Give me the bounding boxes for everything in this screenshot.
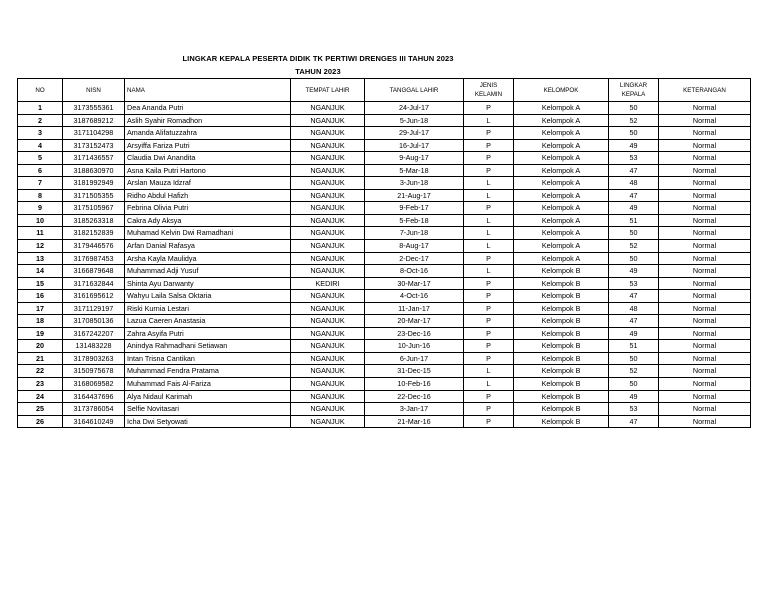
cell-nisn: 3188630970 [63,164,125,177]
cell-nama: Cakra Ady Aksya [125,214,291,227]
table-row [18,177,751,190]
cell-no: 24 [18,390,63,403]
cell-jenis-kelamin: P [464,327,514,340]
cell-nama: Zahra Asyifa Putri [125,327,291,340]
cell-tempat-lahir: NGANJUK [291,365,365,378]
table-row [18,277,751,290]
cell-jenis-kelamin: L [464,378,514,391]
header-nisn: NISN [63,79,125,102]
table-row [18,127,751,140]
cell-tanggal-lahir: 2-Dec-17 [365,252,464,265]
cell-no: 17 [18,302,63,315]
cell-nama: Muhamad Kelvin Dwi Ramadhani [125,227,291,240]
cell-keterangan: Normal [659,352,751,365]
cell-jenis-kelamin: P [464,164,514,177]
cell-tanggal-lahir: 22-Dec-16 [365,390,464,403]
cell-lingkar-kepala: 51 [609,340,659,353]
cell-jenis-kelamin: P [464,290,514,303]
cell-no: 3 [18,127,63,140]
cell-keterangan: Normal [659,390,751,403]
cell-tanggal-lahir: 29-Jul-17 [365,127,464,140]
table-row [18,152,751,165]
cell-tanggal-lahir: 3-Jun-18 [365,177,464,190]
cell-tanggal-lahir: 5-Mar-18 [365,164,464,177]
cell-no: 9 [18,202,63,215]
cell-nama: Aslih Syahir Romadhon [125,114,291,127]
cell-tempat-lahir: NGANJUK [291,390,365,403]
table-row [18,340,751,353]
cell-keterangan: Normal [659,227,751,240]
table-body [18,102,751,428]
header-lingkar-kepala-line2: KEPALA [621,91,646,98]
cell-lingkar-kepala: 47 [609,290,659,303]
cell-keterangan: Normal [659,327,751,340]
header-tempat-lahir: TEMPAT LAHIR [291,79,365,102]
cell-lingkar-kepala: 48 [609,302,659,315]
cell-no: 2 [18,114,63,127]
cell-lingkar-kepala: 47 [609,415,659,428]
cell-no: 1 [18,102,63,115]
cell-kelompok: Kelompok A [514,189,609,202]
cell-tempat-lahir: NGANJUK [291,139,365,152]
cell-no: 19 [18,327,63,340]
cell-kelompok: Kelompok A [514,127,609,140]
cell-jenis-kelamin: L [464,227,514,240]
cell-no: 23 [18,378,63,391]
cell-keterangan: Normal [659,202,751,215]
cell-lingkar-kepala: 49 [609,139,659,152]
header-no: NO [18,79,63,102]
cell-jenis-kelamin: P [464,127,514,140]
cell-no: 22 [18,365,63,378]
cell-jenis-kelamin: P [464,152,514,165]
cell-nisn: 3173152473 [63,139,125,152]
cell-nisn: 3171632844 [63,277,125,290]
cell-lingkar-kepala: 47 [609,189,659,202]
cell-tempat-lahir: NGANJUK [291,127,365,140]
cell-lingkar-kepala: 47 [609,315,659,328]
cell-tanggal-lahir: 21-Mar-16 [365,415,464,428]
header-jenis-kelamin-line2: KELAMIN [474,91,503,98]
cell-kelompok: Kelompok A [514,152,609,165]
cell-nisn: 3171129197 [63,302,125,315]
cell-kelompok: Kelompok B [514,415,609,428]
cell-tanggal-lahir: 30-Mar-17 [365,277,464,290]
table-row [18,390,751,403]
cell-no: 11 [18,227,63,240]
cell-jenis-kelamin: L [464,189,514,202]
cell-tanggal-lahir: 11-Jan-17 [365,302,464,315]
cell-nisn: 3175105967 [63,202,125,215]
cell-keterangan: Normal [659,378,751,391]
cell-no: 8 [18,189,63,202]
cell-nisn: 3173786054 [63,403,125,416]
cell-kelompok: Kelompok B [514,340,609,353]
cell-keterangan: Normal [659,240,751,253]
cell-keterangan: Normal [659,315,751,328]
cell-nisn: 3171436557 [63,152,125,165]
table-row [18,164,751,177]
cell-tanggal-lahir: 21-Aug-17 [365,189,464,202]
cell-tanggal-lahir: 3-Jan-17 [365,403,464,416]
cell-lingkar-kepala: 53 [609,403,659,416]
cell-tanggal-lahir: 4-Oct-16 [365,290,464,303]
cell-nisn: 3168069582 [63,378,125,391]
cell-nisn: 3185263318 [63,214,125,227]
cell-lingkar-kepala: 49 [609,390,659,403]
cell-keterangan: Normal [659,164,751,177]
cell-keterangan: Normal [659,214,751,227]
cell-keterangan: Normal [659,189,751,202]
cell-jenis-kelamin: P [464,252,514,265]
cell-jenis-kelamin: L [464,177,514,190]
cell-nama: Claudia Dwi Anandita [125,152,291,165]
cell-tempat-lahir: NGANJUK [291,265,365,278]
table-row [18,315,751,328]
header-keterangan: KETERANGAN [659,79,751,102]
cell-kelompok: Kelompok B [514,277,609,290]
cell-lingkar-kepala: 52 [609,114,659,127]
cell-lingkar-kepala: 53 [609,277,659,290]
cell-lingkar-kepala: 52 [609,365,659,378]
cell-kelompok: Kelompok B [514,265,609,278]
cell-no: 15 [18,277,63,290]
cell-kelompok: Kelompok A [514,202,609,215]
header-tanggal-lahir: TANGGAL LAHIR [365,79,464,102]
cell-tempat-lahir: NGANJUK [291,102,365,115]
cell-keterangan: Normal [659,277,751,290]
table-row [18,202,751,215]
document-subtitle-year: TAHUN 2023 [295,67,341,76]
cell-nama: Arsha Kayla Maulidya [125,252,291,265]
cell-tanggal-lahir: 8-Oct-16 [365,265,464,278]
cell-no: 13 [18,252,63,265]
cell-tempat-lahir: NGANJUK [291,227,365,240]
cell-kelompok: Kelompok B [514,302,609,315]
cell-nama: Muhammad Adji Yusuf [125,265,291,278]
cell-nama: Muhammad Fais Al-Fariza [125,378,291,391]
cell-lingkar-kepala: 50 [609,352,659,365]
cell-tempat-lahir: NGANJUK [291,252,365,265]
cell-nama: Arfan Danial Rafasya [125,240,291,253]
cell-no: 18 [18,315,63,328]
cell-jenis-kelamin: P [464,403,514,416]
cell-tanggal-lahir: 7-Jun-18 [365,227,464,240]
table-header-row [18,79,751,102]
cell-keterangan: Normal [659,302,751,315]
cell-nisn: 3161695612 [63,290,125,303]
cell-nama: Lazua Caeren Anastasia [125,315,291,328]
cell-lingkar-kepala: 50 [609,378,659,391]
cell-kelompok: Kelompok A [514,214,609,227]
cell-lingkar-kepala: 53 [609,152,659,165]
cell-lingkar-kepala: 50 [609,127,659,140]
cell-no: 20 [18,340,63,353]
cell-keterangan: Normal [659,265,751,278]
cell-tanggal-lahir: 5-Jun-18 [365,114,464,127]
cell-tempat-lahir: NGANJUK [291,164,365,177]
cell-nisn: 3164610249 [63,415,125,428]
cell-nama: Intan Trisna Cantikan [125,352,291,365]
table-row [18,415,751,428]
cell-jenis-kelamin: P [464,315,514,328]
cell-nama: Arsyiffa Fariza Putri [125,139,291,152]
cell-jenis-kelamin: L [464,240,514,253]
table-row [18,139,751,152]
table-row [18,252,751,265]
header-jenis-kelamin [464,79,514,102]
cell-no: 25 [18,403,63,416]
cell-keterangan: Normal [659,403,751,416]
cell-tempat-lahir: NGANJUK [291,240,365,253]
cell-nama: Riski Kurnia Lestari [125,302,291,315]
cell-nisn: 3179446576 [63,240,125,253]
cell-keterangan: Normal [659,340,751,353]
document-title: LINGKAR KEPALA PESERTA DIDIK TK PERTIWI DRENGES III TAHUN 2023 [182,54,454,63]
cell-keterangan: Normal [659,365,751,378]
table-row [18,214,751,227]
cell-no: 14 [18,265,63,278]
head-circumference-table [17,78,751,428]
table-row [18,403,751,416]
cell-kelompok: Kelompok B [514,378,609,391]
cell-kelompok: Kelompok A [514,102,609,115]
cell-nama: Shinta Ayu Darwanty [125,277,291,290]
table-row [18,227,751,240]
cell-jenis-kelamin: L [464,114,514,127]
cell-jenis-kelamin: P [464,390,514,403]
cell-nama: Muhammad Fendra Pratama [125,365,291,378]
cell-lingkar-kepala: 50 [609,252,659,265]
cell-tanggal-lahir: 31-Dec-15 [365,365,464,378]
header-kelompok: KELOMPOK [514,79,609,102]
cell-nisn: 131483228 [63,340,125,353]
cell-keterangan: Normal [659,415,751,428]
cell-tanggal-lahir: 10-Feb-16 [365,378,464,391]
cell-jenis-kelamin: P [464,102,514,115]
cell-nama: Febrina Olivia Putri [125,202,291,215]
cell-nama: Alya Nidaul Karimah [125,390,291,403]
table-row [18,102,751,115]
table-row [18,114,751,127]
cell-nama: Ridho Abdul Hafizh [125,189,291,202]
cell-kelompok: Kelompok B [514,315,609,328]
cell-no: 5 [18,152,63,165]
table-row [18,240,751,253]
table-row [18,302,751,315]
cell-nama: Selfie Novitasari [125,403,291,416]
cell-kelompok: Kelompok B [514,290,609,303]
cell-jenis-kelamin: P [464,277,514,290]
cell-no: 16 [18,290,63,303]
cell-tanggal-lahir: 9-Aug-17 [365,152,464,165]
cell-keterangan: Normal [659,177,751,190]
cell-tempat-lahir: NGANJUK [291,302,365,315]
cell-tanggal-lahir: 20-Mar-17 [365,315,464,328]
cell-kelompok: Kelompok A [514,139,609,152]
cell-tanggal-lahir: 5-Feb-18 [365,214,464,227]
cell-keterangan: Normal [659,102,751,115]
cell-jenis-kelamin: P [464,340,514,353]
cell-kelompok: Kelompok A [514,164,609,177]
cell-nisn: 3150975678 [63,365,125,378]
cell-nama: Amanda Alifatuzzahra [125,127,291,140]
cell-tempat-lahir: NGANJUK [291,202,365,215]
cell-kelompok: Kelompok A [514,227,609,240]
cell-nama: Arslan Mauza Idzraf [125,177,291,190]
cell-no: 4 [18,139,63,152]
table-row [18,365,751,378]
cell-jenis-kelamin: L [464,365,514,378]
header-jenis-kelamin-line1: JENIS [479,82,498,89]
cell-lingkar-kepala: 48 [609,177,659,190]
cell-jenis-kelamin: P [464,415,514,428]
cell-tempat-lahir: NGANJUK [291,214,365,227]
table-row [18,189,751,202]
cell-nama: Wahyu Laila Salsa Oktaria [125,290,291,303]
cell-tempat-lahir: NGANJUK [291,152,365,165]
cell-tempat-lahir: NGANJUK [291,189,365,202]
cell-kelompok: Kelompok A [514,177,609,190]
cell-jenis-kelamin: P [464,302,514,315]
cell-no: 7 [18,177,63,190]
cell-nama: Dea Ananda Putri [125,102,291,115]
cell-jenis-kelamin: P [464,202,514,215]
table-row [18,378,751,391]
header-lingkar-kepala-line1: LINGKAR [619,82,648,89]
table-row [18,265,751,278]
cell-lingkar-kepala: 51 [609,214,659,227]
cell-lingkar-kepala: 47 [609,164,659,177]
cell-kelompok: Kelompok B [514,390,609,403]
cell-no: 10 [18,214,63,227]
cell-keterangan: Normal [659,290,751,303]
cell-kelompok: Kelompok B [514,403,609,416]
cell-lingkar-kepala: 50 [609,102,659,115]
cell-keterangan: Normal [659,252,751,265]
cell-tempat-lahir: NGANJUK [291,290,365,303]
cell-nisn: 3178903263 [63,352,125,365]
cell-tempat-lahir: NGANJUK [291,114,365,127]
cell-kelompok: Kelompok B [514,352,609,365]
cell-tempat-lahir: NGANJUK [291,415,365,428]
cell-no: 26 [18,415,63,428]
table-row [18,352,751,365]
cell-nama: Icha Dwi Setyowati [125,415,291,428]
cell-tempat-lahir: NGANJUK [291,327,365,340]
cell-tanggal-lahir: 8-Aug-17 [365,240,464,253]
cell-nisn: 3171505355 [63,189,125,202]
cell-tanggal-lahir: 16-Jul-17 [365,139,464,152]
cell-lingkar-kepala: 50 [609,227,659,240]
cell-nisn: 3181992949 [63,177,125,190]
cell-nisn: 3164437696 [63,390,125,403]
cell-keterangan: Normal [659,114,751,127]
cell-tempat-lahir: NGANJUK [291,340,365,353]
header-lingkar-kepala [609,79,659,102]
cell-tempat-lahir: NGANJUK [291,378,365,391]
cell-no: 12 [18,240,63,253]
table-row [18,290,751,303]
cell-no: 21 [18,352,63,365]
cell-lingkar-kepala: 52 [609,240,659,253]
cell-nisn: 3187689212 [63,114,125,127]
cell-kelompok: Kelompok B [514,365,609,378]
cell-kelompok: Kelompok A [514,240,609,253]
cell-nisn: 3182152839 [63,227,125,240]
header-nama: NAMA [125,79,291,102]
cell-jenis-kelamin: P [464,352,514,365]
cell-nisn: 3176987453 [63,252,125,265]
cell-tempat-lahir: NGANJUK [291,315,365,328]
cell-keterangan: Normal [659,152,751,165]
cell-jenis-kelamin: L [464,214,514,227]
cell-nisn: 3171104298 [63,127,125,140]
cell-tempat-lahir: KEDIRI [291,277,365,290]
cell-lingkar-kepala: 49 [609,327,659,340]
cell-jenis-kelamin: P [464,139,514,152]
cell-nisn: 3167242207 [63,327,125,340]
cell-tanggal-lahir: 23-Dec-16 [365,327,464,340]
cell-nisn: 3173555361 [63,102,125,115]
cell-no: 6 [18,164,63,177]
cell-kelompok: Kelompok B [514,327,609,340]
cell-kelompok: Kelompok A [514,114,609,127]
cell-lingkar-kepala: 49 [609,202,659,215]
cell-keterangan: Normal [659,139,751,152]
cell-tanggal-lahir: 10-Jun-16 [365,340,464,353]
cell-kelompok: Kelompok A [514,252,609,265]
cell-tanggal-lahir: 24-Jul-17 [365,102,464,115]
cell-tanggal-lahir: 9-Feb-17 [365,202,464,215]
cell-jenis-kelamin: L [464,265,514,278]
cell-tempat-lahir: NGANJUK [291,403,365,416]
cell-lingkar-kepala: 49 [609,265,659,278]
cell-nisn: 3166879648 [63,265,125,278]
cell-nisn: 3170850136 [63,315,125,328]
cell-nama: Asna Kaila Putri Hartono [125,164,291,177]
table-row [18,327,751,340]
cell-keterangan: Normal [659,127,751,140]
cell-tempat-lahir: NGANJUK [291,352,365,365]
cell-tempat-lahir: NGANJUK [291,177,365,190]
cell-nama: Anindya Rahmadhani Setiawan [125,340,291,353]
cell-tanggal-lahir: 6-Jun-17 [365,352,464,365]
